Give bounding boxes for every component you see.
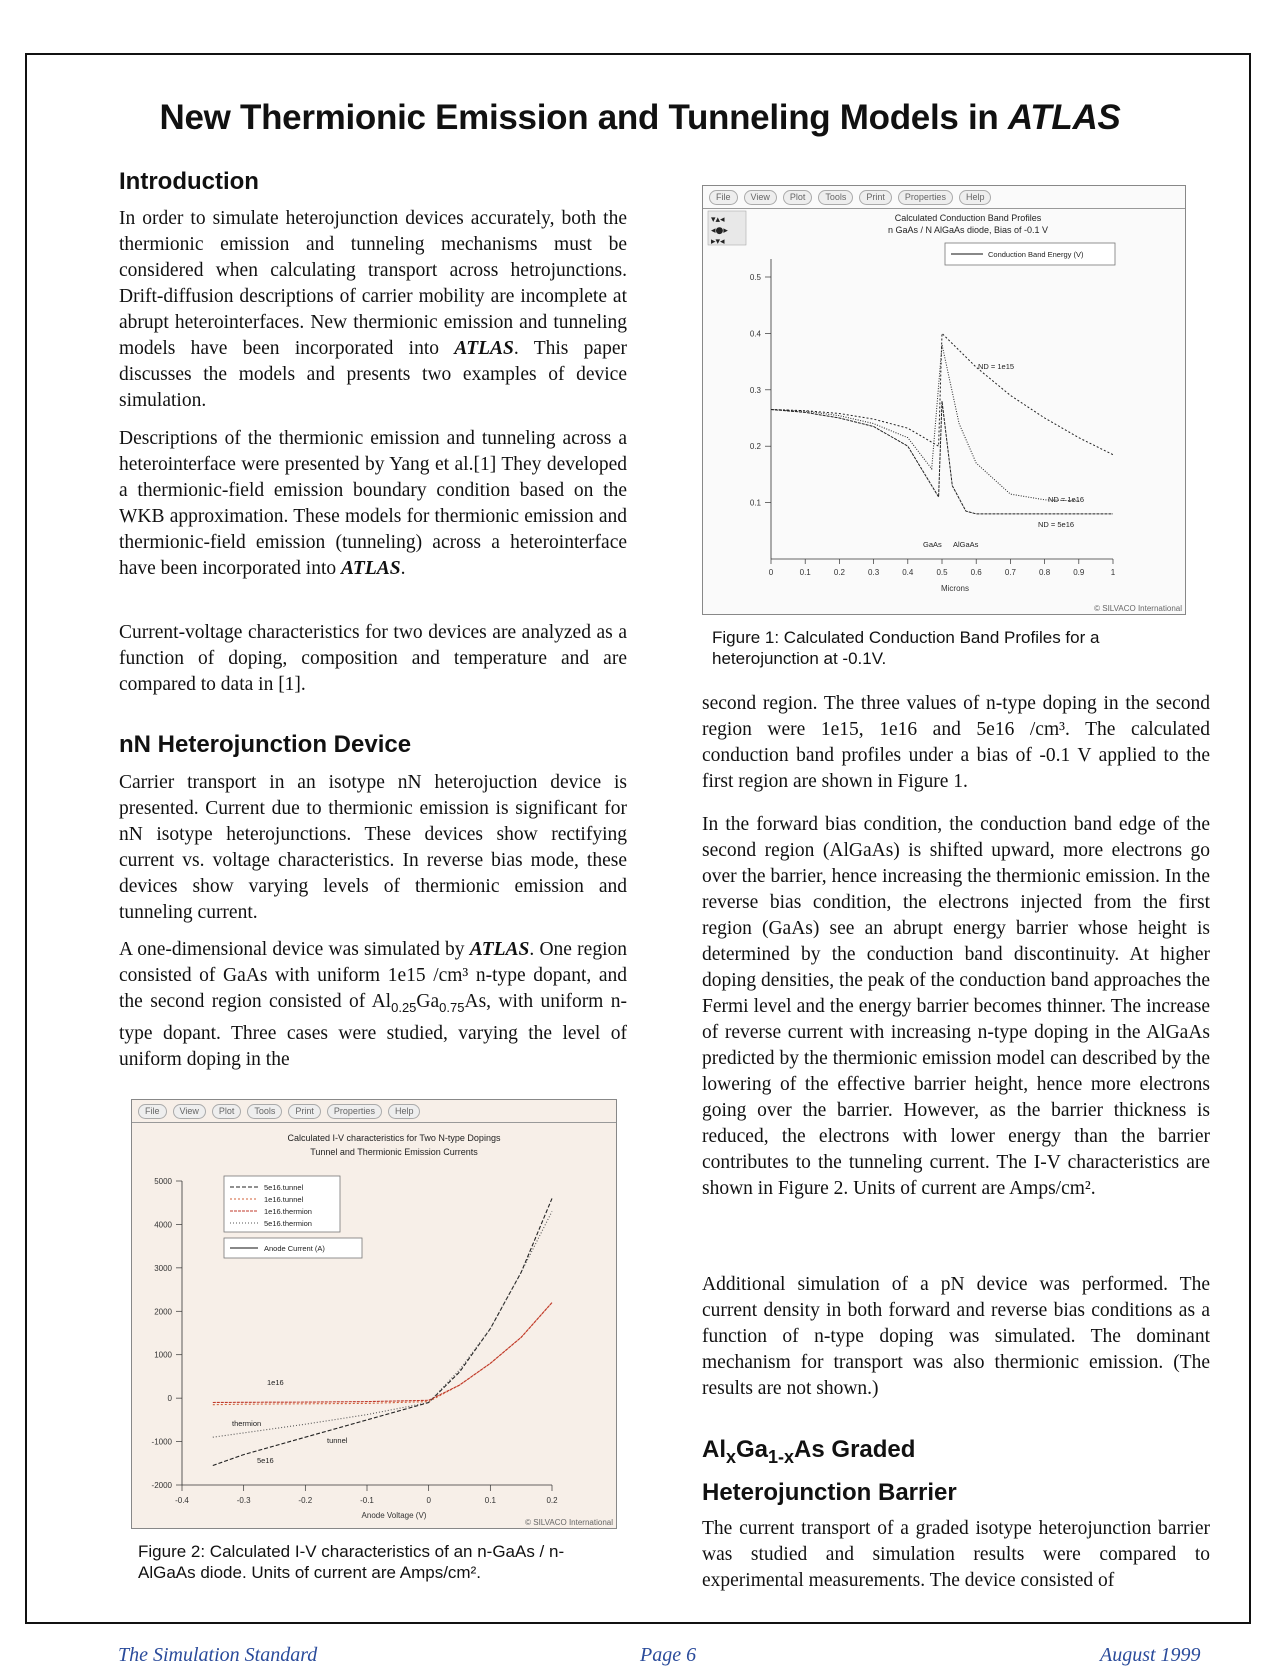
iv-legend-label: 5e16.thermion [264,1219,312,1228]
band-chart [703,209,1185,613]
band-series-line [771,333,1113,454]
iv-y-tick-label: 1000 [154,1350,172,1360]
band-x-tick-label: 0 [768,568,774,577]
iv-y-tick-label: 4000 [154,1220,172,1230]
right-paragraph-3: Additional simulation of a pN device was performed. The current density in both forward and reverse bias conditions as a function of n-type doping was simulated. The dominant mechanism for transport was also thermionic emission. (The results are not shown.) [702,1274,1210,1399]
band-region-label: GaAs [923,540,942,549]
intro-paragraph-1: In order to simulate heterojunction devices accurately, both the thermionic emission and tunneling mechanisms must be considered when calculating transport across hetrojunctions. Drift-diffusion descriptions of carrier mobility are incomplete at abrupt heterointerfaces. New thermionic emission and tunneling models have been incorporated into ATLAS. This paper discusses the models and presents two examples of device simulation. [119,208,627,411]
iv-y-tick-label: 5000 [154,1177,172,1186]
pan-arrows-top-icon[interactable]: ▾▴◂ [711,215,725,225]
menu-print[interactable]: Print [288,1104,321,1119]
iv-x-tick-label: -0.2 [298,1496,313,1505]
menu-plot[interactable]: Plot [783,190,813,205]
band-y-tick-label: 0.1 [749,498,761,508]
iv-annotation: thermion [232,1419,262,1428]
iv-x-label: Anode Voltage (V) [361,1511,427,1520]
iv-y-tick-label: 3000 [154,1263,172,1273]
band-x-tick-label: 0.1 [799,568,811,577]
band-x-tick-label: 0.6 [970,568,982,577]
right-paragraph-4: The current transport of a graded isotype heterojunction barrier was studied and simulation results were compared to experimental measurements. The device consisted of [702,1518,1210,1591]
menu-tools[interactable]: Tools [818,190,853,205]
band-x-tick-label: 0.7 [1004,568,1016,577]
iv-chart [132,1123,616,1527]
band-y-tick-label: 0.3 [749,385,761,395]
band-annotation: ND = 1e15 [978,362,1015,371]
band-chart-title: Calculated Conduction Band Profiles [894,213,1042,223]
iv-legend-label: 5e16.tunnel [264,1183,304,1192]
iv-legend-label: 1e16.thermion [264,1207,312,1216]
right-paragraph-1: second region. The three values of n-type doping in the second region were 1e15, 1e16 and 5e16 /cm³. The calculated conduction band profiles under a bias of -0.1 V applied to the first region are shown in Figure 1. [702,693,1210,792]
menu-file[interactable]: File [709,190,738,205]
band-y-tick-label: 0.5 [749,273,761,282]
iv-legend-label-anode: Anode Current (A) [264,1244,325,1253]
menu-properties[interactable]: Properties [327,1104,382,1119]
band-region-label: AlGaAs [953,540,979,549]
band-series-line [771,345,1079,501]
iv-x-tick-label: -0.4 [175,1496,189,1505]
band-x-label: Microns [940,584,970,593]
iv-chart-title: Calculated I-V characteristics for Two N-type Dopings [287,1133,501,1143]
menu-print[interactable]: Print [859,190,892,205]
band-annotation: ND = 1e16 [1048,495,1085,504]
nn-paragraph-1: Carrier transport in an isotype nN heterojuction device is presented. Current due to thermionic emission is significant for nN isotype heterojunctions. These devices show rectifying current vs. voltage characteristics. In reverse bias mode, these devices show varying levels of thermionic emission and tunneling current. [119,772,627,923]
iv-y-tick-label: -1000 [151,1437,172,1447]
footer-publication: The Simulation Standard [118,1644,318,1666]
graded-heading: $Al_xGa_{1-x}As$ Graded Heterojunction Barrier [702,1436,957,1506]
pan-arrows-mid-icon[interactable]: ◂●▸ [711,226,728,236]
band-x-tick-label: 0.4 [902,568,914,577]
fig1-menubar [703,186,1185,209]
iv-annotation: 5e16 [257,1456,274,1465]
band-x-tick-label: 0.9 [1073,568,1085,577]
menu-view[interactable]: View [744,190,777,205]
iv-x-tick-label: 0.1 [484,1496,496,1505]
fig2-watermark: © SILVACO International [525,1518,613,1527]
iv-annotation: 1e16 [267,1378,284,1387]
intro-paragraph-3: Current-voltage characteristics for two devices are analyzed as a function of doping, composition and temperature and are compared to data in [1]. [119,622,627,695]
iv-annotation: tunnel [327,1436,348,1445]
band-legend-label: Conduction Band Energy (V) [988,250,1084,259]
band-chart-subtitle: n GaAs / N AlGaAs diode, Bias of -0.1 V [887,225,1049,235]
intro-paragraph-2: Descriptions of the thermionic emission and tunneling across a heterointerface were presented by Yang et al.[1] They developed a thermionic-field emission boundary condition based on the WKB approximation. These models for thermionic emission and thermionic-field emission (tunneling) across a heterointerface have been incorporated into ATLAS. [119,428,627,579]
menu-tools[interactable]: Tools [247,1104,282,1119]
menu-plot[interactable]: Plot [212,1104,242,1119]
menu-help[interactable]: Help [959,190,992,205]
band-annotation: ND = 5e16 [1038,520,1075,529]
iv-y-tick-label: 0 [167,1394,172,1404]
figure-2 [131,1099,617,1529]
intro-heading: Introduction [119,168,259,195]
menu-file[interactable]: File [138,1104,167,1119]
band-x-tick-label: 0.5 [936,568,948,577]
footer-date: August 1999 [1100,1644,1201,1666]
band-x-tick-label: 0.2 [833,568,845,577]
figure-1 [702,185,1186,615]
figure-1-caption: Figure 1: Calculated Conduction Band Profiles for a heterojunction at -0.1V. [712,628,1100,668]
iv-x-tick-label: 0.2 [546,1496,558,1505]
iv-y-tick-label: 2000 [154,1307,172,1317]
fig2-menubar [132,1100,616,1123]
page-title: New Thermionic Emission and Tunneling Models in ATLAS [159,98,1121,137]
zoom-arrow-pad[interactable] [708,211,746,247]
fig1-watermark: © SILVACO International [1094,604,1182,613]
iv-series-line [213,1303,552,1403]
iv-y-tick-label: -2000 [151,1481,172,1490]
nn-heading: nN Heterojunction Device [119,731,412,758]
band-y-tick-label: 0.2 [749,442,761,452]
pan-arrows-bottom-icon[interactable]: ▸▾◂ [711,237,725,247]
right-paragraph-2: In the forward bias condition, the conduction band edge of the second region (AlGaAs) is shifted upward, more electrons go over the barrier, hence increasing the thermionic emission. In the reverse bias condition, the electrons injected from the first region (GaAs) see an abrupt energy barrier whose height is determined by the conduction band discontinuity. At higher doping densities, the peak of the conduction band approaches the Fermi level and the energy barrier becomes thinner. The increase of reverse current with increasing n-type doping in the AlGaAs predicted by the thermionic emission model can described by the lowering of the effective barrier height, hence more electrons going over the barrier. However, as the barrier thickness is reduced, the electrons with lower energy than the barrier contributes to the tunneling current. The I-V characteristics are shown in Figure 2. Units of current are Amps/cm². [702,814,1210,1199]
band-x-tick-label: 0.8 [1039,568,1051,577]
iv-x-tick-label: 0 [426,1496,431,1505]
menu-view[interactable]: View [173,1104,206,1119]
band-x-tick-label: 1 [1110,568,1116,577]
band-y-tick-label: 0.4 [749,329,761,339]
band-x-tick-label: 0.3 [868,568,880,577]
figure-2-caption: Figure 2: Calculated I-V characteristics of an n-GaAs / n-AlGaAs diode. Units of current are Amps/cm². [138,1542,565,1582]
nn-paragraph-2: A one-dimensional device was simulated by ATLAS. One region consisted of GaAs with uniform 1e15 /cm³ n-type dopant, and the second region consisted of $Al_{0.25}Ga_{0.75}As$, with uniform n-type dopant. Three cases were studied, varying the level of uniform doping in the [119,939,628,1070]
iv-chart-subtitle: Tunnel and Thermionic Emission Currents [310,1147,478,1157]
iv-x-tick-label: -0.3 [236,1496,251,1505]
menu-help[interactable]: Help [388,1104,421,1119]
iv-legend-label: 1e16.tunnel [264,1195,304,1204]
footer-page-number: Page 6 [640,1644,697,1666]
menu-properties[interactable]: Properties [898,190,953,205]
iv-x-tick-label: -0.1 [360,1496,374,1505]
